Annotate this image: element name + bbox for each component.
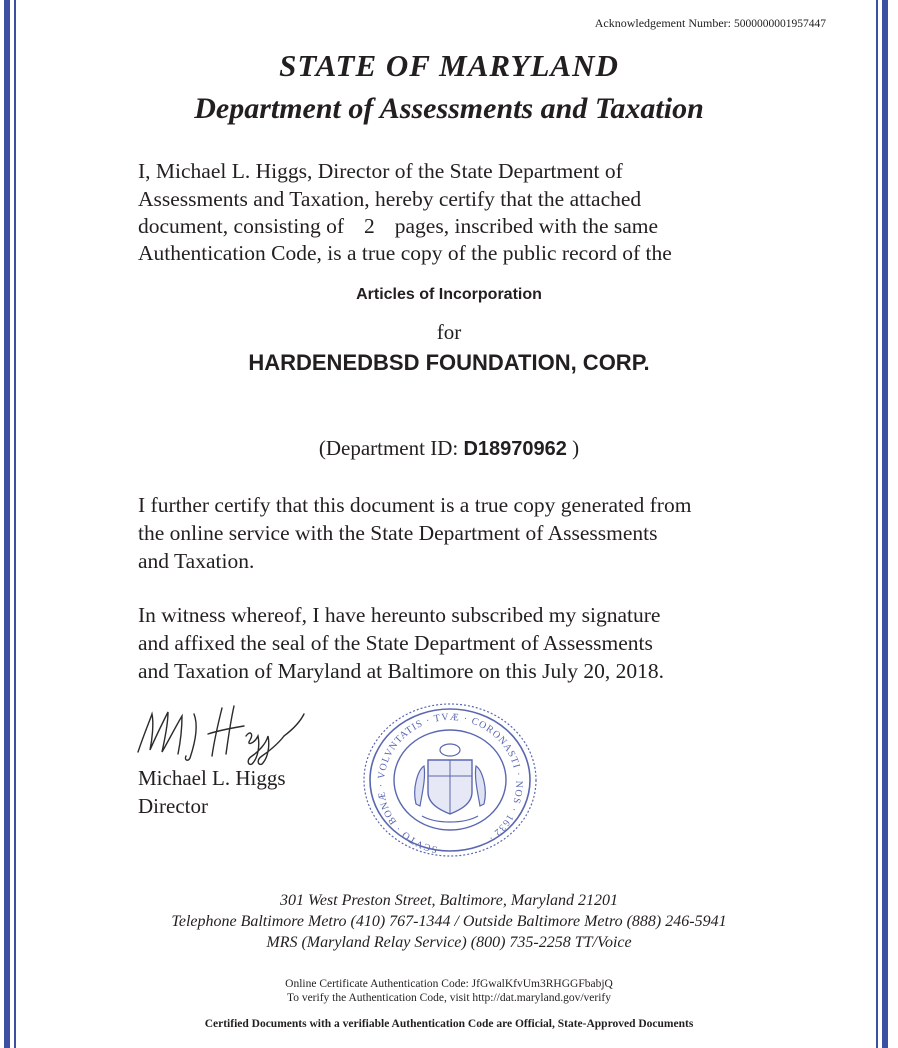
signatory-name: Michael L. Higgs bbox=[138, 766, 286, 790]
footer-mrs: MRS (Maryland Relay Service) (800) 735-2258 TT/Voice bbox=[266, 934, 632, 951]
page-count: 2 bbox=[364, 214, 375, 238]
auth-code: JfGwalKfvUm3RHGGFbabjQ bbox=[471, 978, 613, 990]
entity-name: HARDENEDBSD FOUNDATION, CORP. bbox=[248, 350, 650, 375]
further-line-3: and Taxation. bbox=[138, 549, 255, 573]
department-id-label: (Department ID: bbox=[318, 436, 459, 460]
further-line-1: I further certify that this document is a true copy generated from bbox=[138, 493, 692, 517]
witness-line-3-text: and Taxation of Maryland at Baltimore on this bbox=[138, 659, 537, 683]
auth-code-label: Online Certificate Authentication Code: bbox=[285, 978, 469, 990]
body-line-3-end: pages, inscribed with the same bbox=[394, 214, 659, 238]
body-line-4: Authentication Code, is a true copy of the public record of the bbox=[138, 241, 672, 265]
body-line-3-start: document, consisting of bbox=[138, 214, 345, 238]
witness-line-1: In witness whereof, I have hereunto subscribed my signature bbox=[138, 603, 661, 627]
body-line-3 bbox=[138, 211, 658, 241]
department-id: D18970962 bbox=[463, 438, 567, 460]
footer-phone: Telephone Baltimore Metro (410) 767-1344 / Outside Baltimore Metro (888) 246-5941 bbox=[171, 913, 727, 930]
department-title: Department of Assessments and Taxation bbox=[194, 92, 704, 125]
department-id-close: ) bbox=[572, 436, 580, 460]
official-notice: Certified Documents with a verifiable Authentication Code are Official, State-Approved Documents bbox=[204, 1018, 694, 1030]
certification-date: July 20, 2018. bbox=[542, 659, 664, 683]
acknowledgement-label: Acknowledgement Number: bbox=[594, 16, 731, 30]
signatory-title: Director bbox=[138, 794, 208, 818]
signature bbox=[134, 700, 314, 766]
body-line-2: Assessments and Taxation, hereby certify that the attached bbox=[138, 187, 642, 211]
verify-line: To verify the Authentication Code, visit http://dat.maryland.gov/verify bbox=[286, 992, 611, 1004]
department-id-line bbox=[0, 436, 898, 461]
for-label: for bbox=[436, 320, 462, 344]
footer-address: 301 West Preston Street, Baltimore, Maryland 21201 bbox=[279, 892, 619, 909]
further-line-2: the online service with the State Department of Assessments bbox=[138, 521, 658, 545]
acknowledgement bbox=[595, 16, 826, 31]
witness-line-3 bbox=[138, 656, 664, 686]
state-title: STATE OF MARYLAND bbox=[279, 48, 619, 83]
witness-line-2: and affixed the seal of the State Department of Assessments bbox=[138, 631, 653, 655]
auth-code-line bbox=[0, 978, 898, 990]
document-type: Articles of Incorporation bbox=[356, 286, 542, 303]
body-line-1: I, Michael L. Higgs, Director of the State Department of bbox=[138, 159, 623, 183]
state-seal bbox=[356, 700, 544, 860]
svg-text:SCVTO · BONÆ · VOLVNTATIS · TV: SCVTO · BONÆ · VOLVNTATIS · TVÆ · CORONASTI · NOS · 1632 · bbox=[376, 711, 525, 855]
acknowledgement-number: 5000000001957447 bbox=[734, 18, 826, 30]
